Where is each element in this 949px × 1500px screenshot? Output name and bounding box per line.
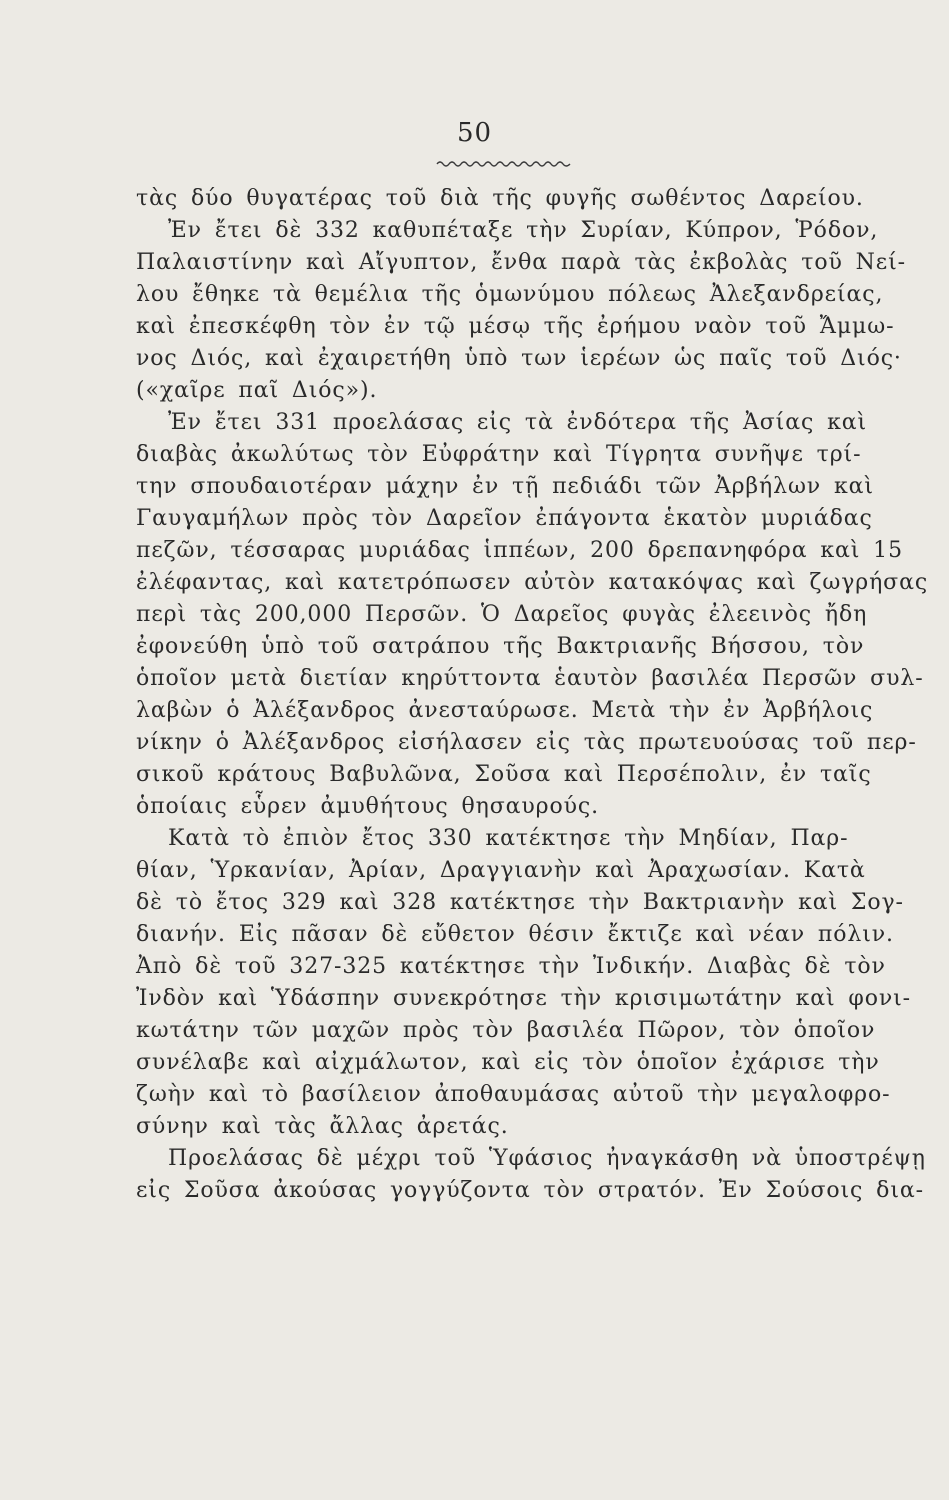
text-line: συνέλαβε καὶ αἰχμάλωτον, καὶ εἰς τὸν ὁποῖον ἐχάρισε τὴν: [136, 1050, 880, 1075]
text-line: καὶ ἐπεσκέφθη τὸν ἐν τῷ μέσῳ τῆς ἐρήμου ναὸν τοῦ Ἄμμω-: [136, 314, 895, 339]
text-line: νος Διός, καὶ ἐχαιρετήθη ὑπὸ των ἱερέων ὡς παῖς τοῦ Διός·: [136, 346, 902, 371]
text-line: Κατὰ τὸ ἐπιὸν ἔτος 330 κατέκτησε τὴν Μηδίαν, Παρ-: [168, 826, 849, 851]
text-line: λου ἔθηκε τὰ θεμέλια τῆς ὁμωνύμου πόλεως Ἀλεξανδρείας,: [136, 282, 884, 307]
text-line: Ἀπὸ δὲ τοῦ 327-325 κατέκτησε τὴν Ἰνδικήν. Διαβὰς δὲ τὸν: [136, 954, 886, 979]
text-line: Παλαιστίνην καὶ Αἴγυπτον, ἔνθα παρὰ τὰς ἐκβολὰς τοῦ Νεί-: [136, 250, 906, 275]
text-line: Ἰνδὸν καὶ Ὑδάσπην συνεκρότησε τὴν κρισιμωτάτην καὶ φονι-: [136, 986, 911, 1011]
text-line: εἰς Σοῦσα ἀκούσας γογγύζοντα τὸν στρατόν. Ἐν Σούσοις δια-: [136, 1178, 924, 1203]
text-line: πεζῶν, τέσσαρας μυριάδας ἱππέων, 200 δρεπανηφόρα καὶ 15: [136, 538, 903, 563]
text-line: τὰς δύο θυγατέρας τοῦ διὰ τῆς φυγῆς σωθέντος Δαρείου.: [136, 186, 864, 211]
text-line: σύνην καὶ τὰς ἄλλας ἀρετάς.: [136, 1114, 509, 1139]
text-line: Ἐν ἔτει 331 προελάσας εἰς τὰ ἐνδότερα τῆς Ἀσίας καὶ: [168, 410, 868, 435]
text-line: περὶ τὰς 200,000 Περσῶν. Ὁ Δαρεῖος φυγὰς ἐλεεινὸς ἤδη: [136, 602, 868, 627]
text-line: διανήν. Εἰς πᾶσαν δὲ εὔθετον θέσιν ἔκτιζε καὶ νέαν πόλιν.: [136, 922, 894, 947]
text-line: δὲ τὸ ἔτος 329 καὶ 328 κατέκτησε τὴν Βακτριανὴν καὶ Σογ-: [136, 890, 904, 915]
text-line: σικοῦ κράτους Βαβυλῶνα, Σοῦσα καὶ Περσέπολιν, ἐν ταῖς: [136, 762, 872, 787]
body-text: [136, 183, 929, 1207]
text-line: Ἐν ἔτει δὲ 332 καθυπέταξε τὴν Συρίαν, Κύπρον, Ῥόδον,: [168, 218, 879, 243]
page-number: 50: [456, 118, 493, 148]
ornament-rule: [437, 160, 570, 168]
text-line: διαβὰς ἀκωλύτως τὸν Εὐφράτην καὶ Τίγρητα συνῆψε τρί-: [136, 442, 862, 467]
text-line: κωτάτην τῶν μαχῶν πρὸς τὸν βασιλέα Πῶρον, τὸν ὁποῖον: [136, 1018, 876, 1043]
text-line: ὁποῖον μετὰ διετίαν κηρύττοντα ἑαυτὸν βασιλέα Περσῶν συλ-: [136, 666, 924, 691]
text-line: λαβὼν ὁ Ἀλέξανδρος ἀνεσταύρωσε. Μετὰ τὴν ἐν Ἀρβήλοις: [136, 698, 874, 723]
text-line: την σπουδαιοτέραν μάχην ἐν τῇ πεδιάδι τῶν Ἀρβήλων καὶ: [136, 474, 874, 499]
text-line: Γαυγαμήλων πρὸς τὸν Δαρεῖον ἐπάγοντα ἑκατὸν μυριάδας: [136, 506, 873, 531]
text-line: («χαῖρε παῖ Διός»).: [136, 378, 378, 403]
text-line: ζωὴν καὶ τὸ βασίλειον ἀποθαυμάσας αὐτοῦ τὴν μεγαλοφρο-: [136, 1082, 891, 1107]
text-line: Προελάσας δὲ μέχρι τοῦ Ὑφάσιος ἠναγκάσθη νὰ ὑποστρέψῃ: [168, 1146, 926, 1171]
text-line: θίαν, Ὑρκανίαν, Ἀρίαν, Δραγγιανὴν καὶ Ἀραχωσίαν. Κατὰ: [136, 858, 866, 883]
text-line: νίκην ὁ Ἀλέξανδρος εἰσήλασεν εἰς τὰς πρωτευούσας τοῦ περ-: [136, 730, 917, 755]
text-line: ὁποίαις εὗρεν ἀμυθήτους θησαυρούς.: [136, 794, 600, 819]
text-line: ἐλέφαντας, καὶ κατετρόπωσεν αὐτὸν κατακόψας καὶ ζωγρήσας: [136, 570, 929, 595]
text-line: ἐφονεύθη ὑπὸ τοῦ σατράπου τῆς Βακτριανῆς Βήσσου, τὸν: [136, 634, 865, 659]
